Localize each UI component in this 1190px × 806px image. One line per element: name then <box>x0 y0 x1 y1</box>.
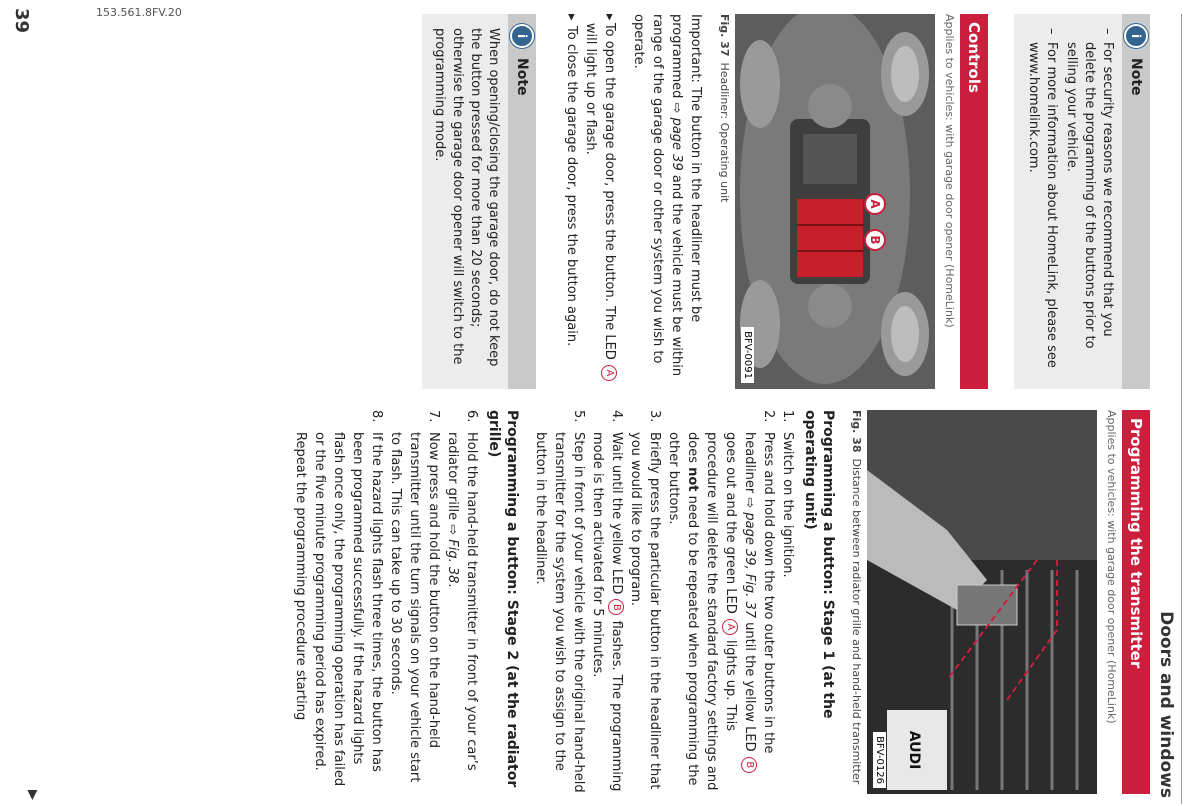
note-item-text: For more information about HomeLink, please see www.homelink.com. <box>1026 42 1059 368</box>
step-item: 4. Wait until the yellow LED B flashes. The programming mode is then activated for 5 minutes. <box>590 410 624 792</box>
figure-caption-text: Headliner: Operating unit <box>718 62 731 203</box>
note-item-text: For security reasons we recommend that you delete the programming of the buttons prior to selling your vehicle. <box>1064 42 1115 349</box>
marker-a: A <box>868 199 882 209</box>
page-reference-link[interactable]: ⇨ page 39 <box>669 102 684 171</box>
note-body <box>1014 14 1122 389</box>
stage1-heading: Programming a button: Stage 1 (at the operating unit) <box>802 410 836 719</box>
note-title: Note <box>514 58 530 96</box>
step-item: 5. Step in front of your vehicle with the original hand-held transmitter for the system you wish to assign to the button in the headliner. <box>533 410 586 793</box>
note-title: Note <box>1128 58 1144 96</box>
stage2-steps <box>291 410 481 794</box>
marker-b: B <box>868 235 882 245</box>
led-a-marker: A <box>722 619 738 635</box>
headliner-illustration <box>735 14 935 389</box>
led-a-marker: A <box>601 365 617 381</box>
led-b-marker: B <box>741 757 757 773</box>
right-column <box>291 410 1150 794</box>
step-item: 7. Now press and hold the button on the hand-held transmitter until the turn signals on your vehicle start to flash. This can take up to 30 seconds. <box>388 410 441 783</box>
step-item: 3. Briefly press the particular button in the headliner that you would like to program. <box>628 410 662 790</box>
left-column <box>422 14 1150 389</box>
instruction-open: ▸ To open the garage door, press the button. The LED A will light up or flash. <box>581 14 619 389</box>
note-item: – For more information about HomeLink, please see www.homelink.com. <box>1024 28 1060 379</box>
led-b-marker: B <box>608 599 624 615</box>
instruction-close: ▸ To close the garage door, press the button again. <box>564 14 579 347</box>
step-arrow-icon: ▸ <box>564 14 579 21</box>
figure-caption <box>849 410 863 794</box>
step-arrow-icon: ▸ <box>602 14 617 21</box>
step-item: 2. Press and hold down the two outer buttons in the headliner ⇨ page 39, Fig. 37 until the yellow LED B goes out and the green LED A lights up. This procedure will delete the standard factory settings and does not need to be repeated when programming the other buttons. <box>666 410 776 791</box>
step-item: 1. Switch on the ignition. <box>780 410 795 578</box>
figure-caption <box>717 14 731 389</box>
note-box-top <box>1014 14 1150 389</box>
section-header-title: Doors and windows <box>1156 611 1176 798</box>
page-number: 39 <box>11 8 32 34</box>
stage1-steps <box>531 410 797 794</box>
note-body: When opening/closing the garage door, do not keep the button pressed for more than 20 seconds; otherwise the garage door opener will switch to the programming mode. <box>432 28 501 367</box>
license-plate-text: AUDI <box>906 730 922 770</box>
figure-headliner-image <box>735 14 935 389</box>
controls-section <box>562 14 988 389</box>
controls-section-title: Controls <box>960 14 988 389</box>
figure-caption-text: Distance between radiator grille and hand-held transmitter <box>850 458 863 785</box>
note-header <box>1122 14 1150 389</box>
programming-section-title: Programming the transmitter <box>1122 410 1150 794</box>
info-icon: i <box>1124 24 1148 48</box>
page-reference-link[interactable]: ⇨ page 39, Fig. 37 <box>742 497 757 618</box>
step-item: 8. If the hazard lights flash three times, the button has been programmed successfully. If the hazard lights flash once only, the programming operation has failed or the five minute programming period has expired. Repeat the programming procedure starting <box>293 410 384 787</box>
document-code: 153.561.8FV.20 <box>96 6 182 19</box>
continue-arrow-icon[interactable]: ▶ <box>25 790 40 800</box>
grille-illustration <box>867 410 1097 794</box>
note-item: – For security reasons we recommend that you delete the programming of the buttons prior to selling your vehicle. <box>1062 28 1116 379</box>
figure-label: Fig. 37 <box>718 14 731 57</box>
figure-grille-image <box>867 410 1097 794</box>
figure-code: BFV-0126 <box>873 732 886 788</box>
note-header <box>508 14 536 389</box>
figure-label: Fig. 38 <box>850 410 863 453</box>
stage2-heading: Programming a button: Stage 2 (at the radiator grille) <box>486 410 520 788</box>
programming-applies-to: Applies to vehicles: with garage door opener (HomeLink) <box>1105 410 1118 724</box>
note-box-bottom <box>422 14 536 389</box>
info-icon: i <box>510 24 534 48</box>
figure-reference-link[interactable]: ⇨ Fig. 38 <box>445 524 460 584</box>
controls-important-text: Important: The button in the headliner must be programmed ⇨ page 39 and the vehicle must be within range of the garage door or other system you wish to operate. <box>631 14 703 377</box>
step-item: 6. Hold the hand-held transmitter in front of your car’s radiator grille ⇨ Fig. 38. <box>445 410 479 771</box>
figure-code: BFV-0091 <box>741 327 754 383</box>
header-rule <box>1181 14 1182 804</box>
controls-applies-to: Applies to vehicles: with garage door opener (HomeLink) <box>943 14 956 328</box>
